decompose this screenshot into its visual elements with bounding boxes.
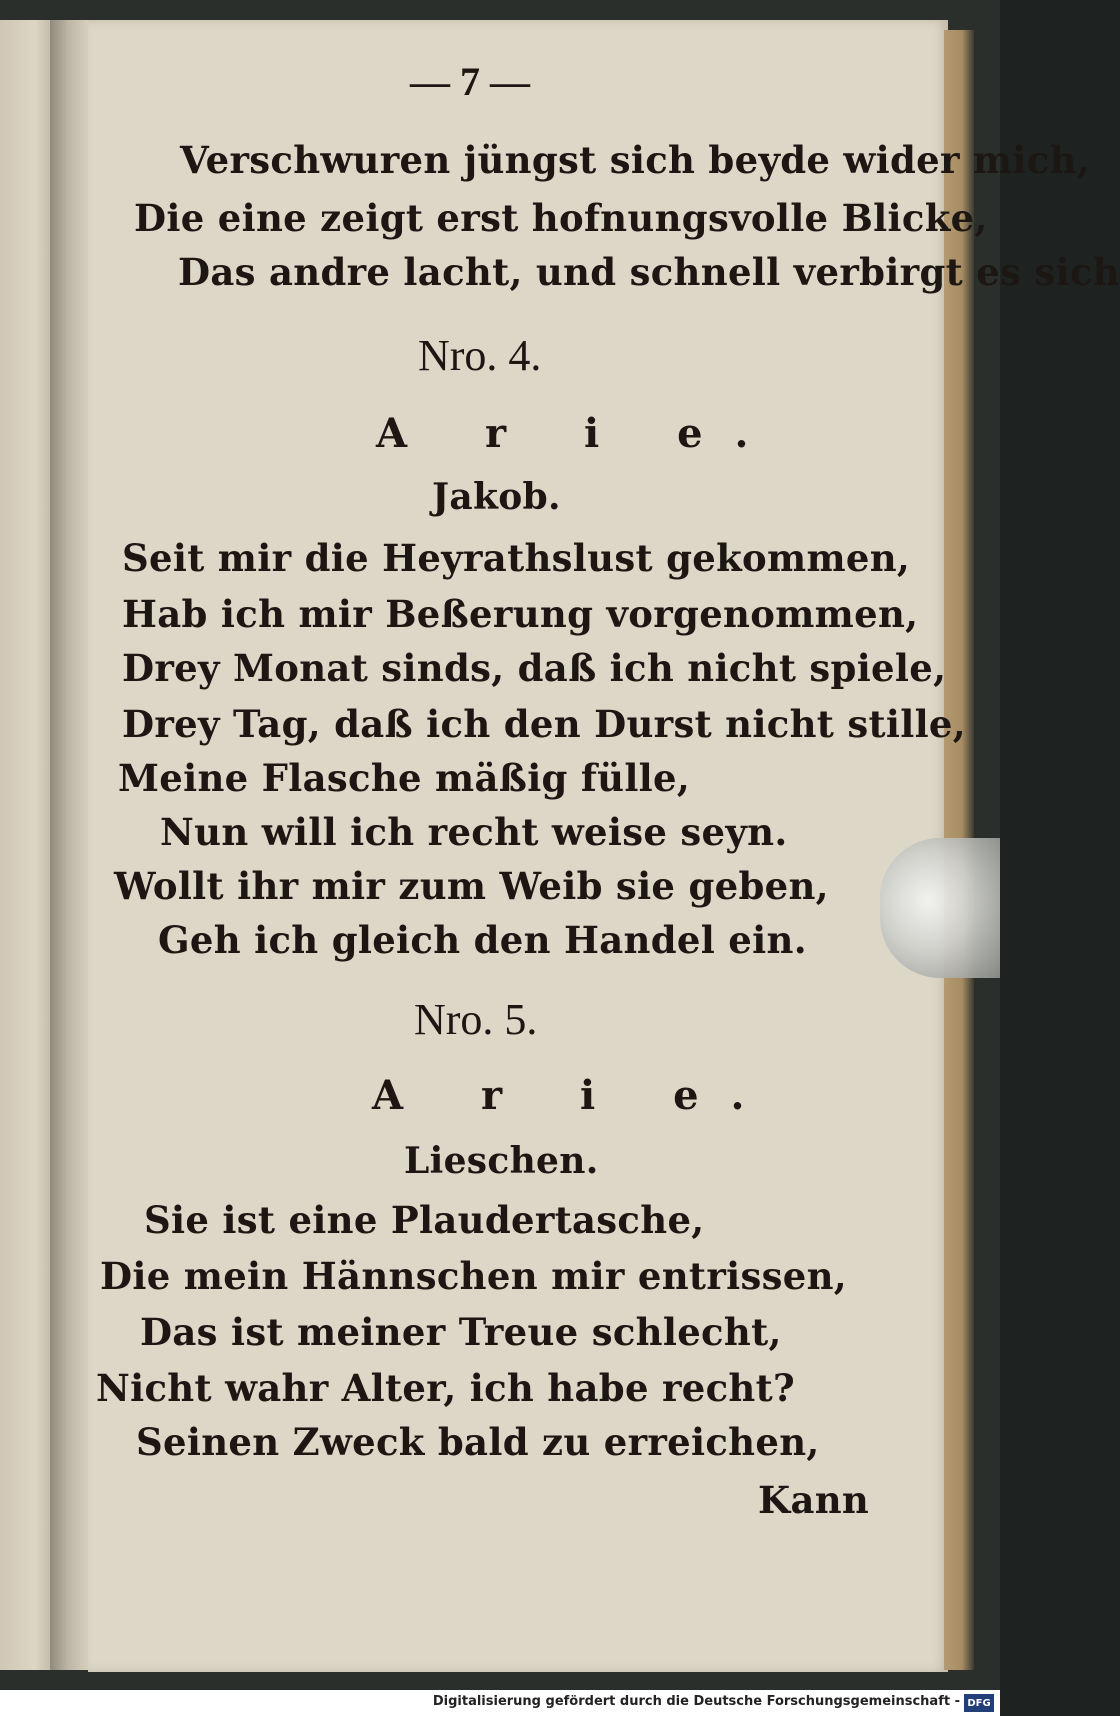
footer-credit: Digitalisierung gefördert durch die Deutsche Forschungsgemeinschaft -	[432, 1694, 960, 1709]
speaker-name: Jakob.	[432, 476, 561, 518]
section-number: Nro. 4.	[418, 331, 542, 380]
catchword: Kann	[758, 1478, 870, 1522]
section-number: Nro. 5.	[414, 995, 538, 1044]
speaker-name: Lieschen.	[404, 1140, 599, 1182]
verse-line: Das andre lacht, und schnell verbirgt es sich	[178, 250, 1120, 294]
verse-line: Verschwuren jüngst sich beyde wider mich,	[180, 138, 1090, 182]
section-type: A r i e.	[376, 410, 781, 457]
verse-line: Drey Tag, daß ich den Durst nicht stille,	[122, 702, 966, 746]
verse-line: Wollt ihr mir zum Weib sie geben,	[114, 864, 829, 908]
verse-line: Sie ist eine Plaudertasche,	[144, 1198, 705, 1242]
verse-line: Die eine zeigt erst hofnungsvolle Blicke,	[134, 196, 988, 240]
verse-line: Das ist meiner Treue schlecht,	[140, 1310, 782, 1354]
verse-line: Nicht wahr Alter, ich habe recht?	[96, 1366, 796, 1410]
verse-line: Hab ich mir Beßerung vorgenommen,	[122, 592, 919, 636]
verse-line: Drey Monat sinds, daß ich nicht spiele,	[122, 646, 947, 690]
verse-line: Die mein Hännschen mir entrissen,	[100, 1254, 847, 1298]
verse-line: Nun will ich recht weise seyn.	[160, 810, 788, 854]
section-type: A r i e.	[372, 1072, 777, 1119]
footer-bar	[0, 1690, 1000, 1716]
verse-line: Seit mir die Heyrathslust gekommen,	[122, 536, 911, 580]
dfg-logo-icon: DFG	[964, 1694, 994, 1712]
page-number: — 7 —	[410, 59, 530, 104]
verse-line: Meine Flasche mäßig fülle,	[118, 756, 691, 800]
verse-line: Geh ich gleich den Handel ein.	[158, 918, 807, 962]
verse-line: Seinen Zweck bald zu erreichen,	[136, 1420, 820, 1464]
